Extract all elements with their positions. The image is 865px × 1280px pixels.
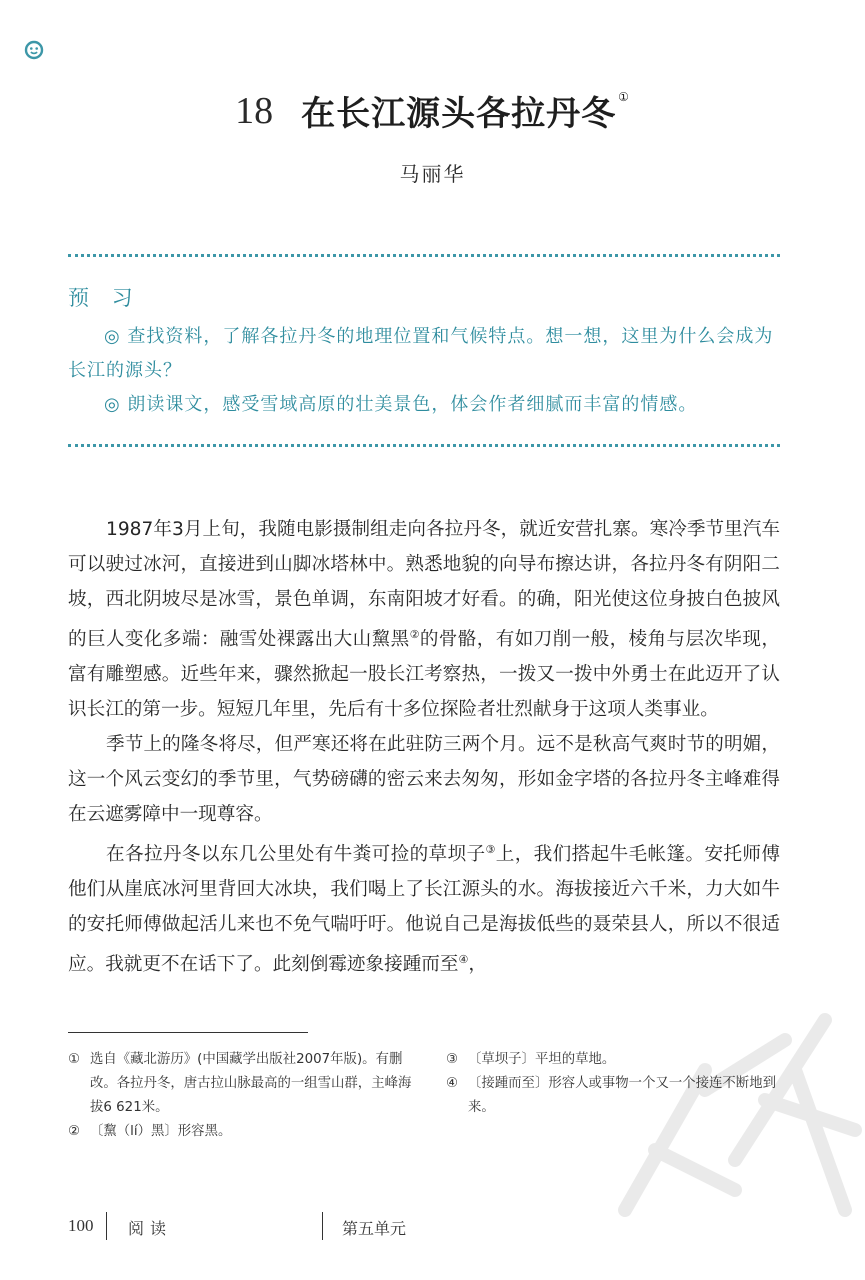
paragraph-2: 季节上的隆冬将尽，但严寒还将在此驻防三两个月。远不是秋高气爽时节的明媚，这一个风云变幻的季节里，气势磅礴的密云来去匆匆，形如金字塔的各拉丹冬主峰难得在云遮雾障中一现尊容。 bbox=[68, 734, 780, 825]
footnote-mark: ③ bbox=[446, 1052, 459, 1067]
footnote-text: 〔黧（lí）黑〕形容黑。 bbox=[90, 1124, 232, 1139]
preview-heading: 预 习 bbox=[68, 286, 141, 310]
footnote-item bbox=[68, 1120, 414, 1144]
page-footer bbox=[68, 1212, 780, 1242]
title-footnote-mark[interactable]: ① bbox=[618, 90, 630, 104]
lesson-number: 18 bbox=[235, 89, 274, 132]
preview-top-divider bbox=[68, 254, 780, 257]
footnotes-right-column bbox=[446, 1048, 792, 1120]
lesson-title-text: 在长江源头各拉丹冬 bbox=[301, 94, 617, 134]
footnote-text: 〔接踵而至〕形容人或事物一个又一个接连不断地到来。 bbox=[468, 1076, 776, 1115]
paragraph-text: 上，我们搭起牛毛帐篷。安托师傅他们从崖底冰河里背回大冰块，我们喝上了长江源头的水。海拔接近六千米，力大如牛的安托师傅做起活儿来也不免气喘吁吁。他说自己是海拔低些的聂荣县人，所以不很适应。我就更不在话下了。此刻倒霉迹象接踵而至 bbox=[68, 844, 780, 975]
footnote-mark: ④ bbox=[446, 1076, 459, 1091]
footer-separator bbox=[106, 1212, 107, 1240]
footnotes-left-column bbox=[68, 1048, 414, 1144]
paragraph-1 bbox=[68, 512, 780, 727]
paragraph-text: 1987年3月上旬，我随电影摄制组走向各拉丹冬，就近安营扎寨。寒冷季节里汽车可以驶过冰河，直接进到山脚冰塔林中。熟悉地貌的向导布擦达讲，各拉丹冬有阴阳二坡，西北阴坡尽是冰雪，景色单调，东南阳坡才好看。的确，阳光使这位身披白色披风的巨人变化多端：融雪处裸露出大山黧黑 bbox=[68, 519, 780, 650]
footnote-mark: ② bbox=[68, 1124, 81, 1139]
footnote-mark-4[interactable]: ④ bbox=[458, 953, 469, 966]
footnote-item bbox=[68, 1048, 414, 1120]
page-number: 100 bbox=[68, 1216, 94, 1235]
paragraph-text: ， bbox=[468, 954, 487, 975]
footnote-mark-2[interactable]: ② bbox=[409, 628, 420, 641]
smiley-face-icon bbox=[24, 40, 44, 60]
author-name: 马丽华 bbox=[399, 162, 466, 186]
footnote-mark-3[interactable]: ③ bbox=[485, 843, 496, 856]
preview-item: ◎ 朗读课文，感受雪域高原的壮美景色，体会作者细腻而丰富的情感。 bbox=[104, 394, 698, 415]
page-title bbox=[301, 90, 630, 134]
paragraph-text: 的骨骼，有如刀削一般，棱角与层次毕现，富有雕塑感。近些年来，骤然掀起一股长江考察热，一拨又一拨中外勇士在此迈开了认识长江的第一步。短短几年里，先后有十多位探险者壮烈献身于这项人类事业。 bbox=[68, 629, 780, 720]
footer-unit: 第五单元 bbox=[342, 1219, 407, 1238]
footer-separator bbox=[322, 1212, 323, 1240]
article-body bbox=[68, 512, 780, 982]
footnote-text: 〔草坝子〕平坦的草地。 bbox=[468, 1052, 616, 1067]
footnote-divider bbox=[68, 1032, 308, 1033]
footer-section: 阅读 bbox=[128, 1219, 173, 1238]
footnote-item bbox=[446, 1072, 792, 1120]
lesson-title-row bbox=[0, 86, 865, 135]
paragraph-3 bbox=[68, 832, 780, 982]
preview-item: ◎ 查找资料，了解各拉丹冬的地理位置和气候特点。想一想，这里为什么会成为长江的源头？ bbox=[68, 326, 774, 381]
paragraph-text: 在各拉丹冬以东几公里处有牛粪可捡的草坝子 bbox=[106, 844, 486, 865]
footnote-text: 选自《藏北游历》(中国藏学出版社2007年版)。有删改。各拉丹冬，唐古拉山脉最高的一组雪山群，主峰海拔6 621米。 bbox=[90, 1052, 412, 1115]
preview-bottom-divider bbox=[68, 444, 780, 447]
preview-box bbox=[68, 282, 784, 422]
footnote-mark: ① bbox=[68, 1052, 81, 1067]
footnote-item bbox=[446, 1048, 792, 1072]
